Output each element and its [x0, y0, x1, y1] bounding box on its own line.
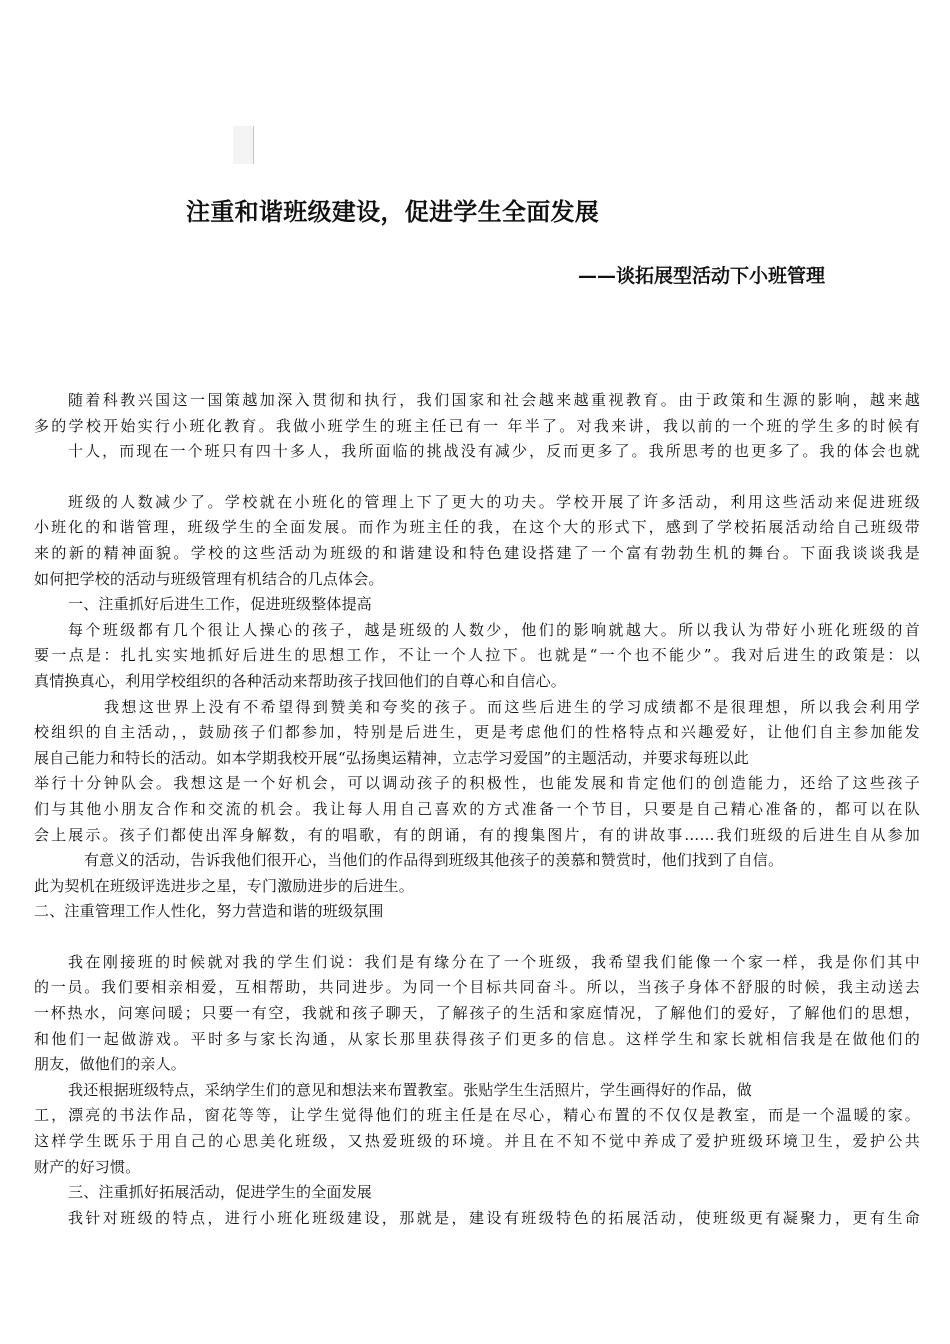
body-line: 一杯热水，问寒问暖；只要一有空，我就和孩子聊天，了解孩子的生活和家庭情况，了解他们的爱好，了解他们的思想， — [34, 1004, 920, 1023]
body-line: 财产的好习惯。 — [34, 1157, 141, 1176]
body-line: 和他们一起做游戏。平时多与家长沟通，从家长那里获得孩子们更多的信息。这样学生和家长就相信我是在做他们的 — [34, 1029, 920, 1048]
body-line: 我还根据班级特点，采纳学生们的意见和想法来布置教室。张贴学生生活照片，学生画得好的作品，做 — [68, 1080, 753, 1099]
body-line: 工，漂亮的书法作品，窗花等等，让学生觉得他们的班主任是在尽心，精心布置的不仅仅是教室，而是一个温暖的家。 — [34, 1106, 920, 1125]
section-heading: 一、注重抓好后进生工作，促进班级整体提高 — [68, 595, 373, 614]
document-title: 注重和谐班级建设，促进学生全面发展 — [186, 197, 600, 226]
body-line: 真情换真心，利用学校组织的各种活动来帮助孩子找回他们的自尊心和自信心。 — [34, 671, 567, 690]
body-line: 举行十分钟队会。我想这是一个好机会，可以调动孩子的积极性，也能发展和肯定他们的创造能力，还给了这些孩子 — [34, 774, 920, 793]
body-line: 要一点是：扎扎实实地抓好后进生的思想工作，不让一个人拉下。也就是“一个也不能少”。我对后进生的政策是：以 — [34, 646, 920, 665]
body-line: 会上展示。孩子们都使出浑身解数，有的唱歌，有的朗诵，有的搜集图片，有的讲故事……我们班级的后进生自从参加 — [34, 825, 920, 844]
document-body — [34, 388, 920, 1231]
body-line: 的一员。我们要相亲相爱，互相帮助，共同进步。为同一个目标共同奋斗。所以，当孩子身体不舒服的时候，我主动送去 — [34, 978, 920, 997]
body-line: 小班化的和谐管理，班级学生的全面发展。而作为班主任的我，在这个大的形式下，感到了学校拓展活动给自己班级带 — [34, 518, 920, 537]
body-line: 们与其他小朋友合作和交流的机会。我让每人用自己喜欢的方式准备一个节目，只要是自己精心准备的，都可以在队 — [34, 799, 920, 818]
section-heading: 二、注重管理工作人性化，努力营造和谐的班级氛围 — [34, 902, 384, 921]
paragraph-gap — [34, 925, 920, 950]
body-line: 如何把学校的活动与班级管理有机结合的几点体会。 — [34, 569, 384, 588]
body-line: 展自己能力和特长的活动。如本学期我校开展“弘扬奥运精神，立志学习爱国”的主题活动，并要求每班以此 — [34, 748, 749, 767]
body-line: 十人，而现在一个班只有四十多人，我所面临的挑战没有减少，反而更多了。我所思考的也更多了。我的体会也就 — [68, 442, 920, 461]
document-subtitle: ——谈拓展型活动下小班管理 — [578, 265, 826, 287]
body-line: 有意义的活动，告诉我他们很开心，当他们的作品得到班级其他孩子的羡慕和赞赏时，他们找到了自信。 — [84, 851, 784, 870]
body-line: 多的学校开始实行小班化教育。我做小班学生的班主任已有一 年半了。对我来讲，我以前的一个班的学生多的时候有 — [34, 416, 920, 435]
scan-mark — [233, 126, 254, 164]
body-line: 这样学生既乐于用自己的心思美化班级，又热爱班级的环境。并且在不知不觉中养成了爱护班级环境卫生，爱护公共 — [34, 1132, 920, 1151]
body-line: 我想这世界上没有不希望得到赞美和夸奖的孩子。而这些后进生的学习成绩都不是很理想，所以我会利用学 — [104, 697, 920, 716]
body-line: 我在刚接班的时候就对我的学生们说：我们是有缘分在了一个班级，我希望我们能像一个家一样，我是你们其中 — [68, 952, 920, 971]
body-line: 校组织的自主活动，，鼓励孩子们都参加，特别是后进生，更是考虑他们的性格特点和兴趣爱好，让他们自主参加能发 — [34, 723, 920, 742]
body-line: 每个班级都有几个很让人操心的孩子，越是班级的人数少，他们的影响就越大。所以我认为带好小班化班级的首 — [68, 620, 920, 639]
section-heading: 三、注重抓好拓展活动，促进学生的全面发展 — [68, 1183, 373, 1202]
body-line: 我针对班级的特点，进行小班化班级建设，那就是，建设有班级特色的拓展活动，使班级更有凝聚力，更有生命 — [68, 1208, 920, 1227]
body-line: 班级的人数减少了。学校就在小班化的管理上下了更大的功夫。学校开展了许多活动，利用这些活动来促进班级 — [68, 492, 920, 511]
paragraph-gap — [34, 465, 920, 490]
body-line: 此为契机在班级评选进步之星，专门激励进步的后进生。 — [34, 876, 415, 895]
body-line: 朋友，做他们的亲人。 — [34, 1055, 187, 1074]
body-line: 随着科教兴国这一国策越加深入贯彻和执行，我们国家和社会越来越重视教育。由于政策和生源的影响，越来越 — [68, 391, 920, 409]
body-line: 来的新的精神面貌。学校的这些活动为班级的和谐建设和特色建设搭建了一个富有勃勃生机的舞台。下面我谈谈我是 — [34, 543, 920, 562]
